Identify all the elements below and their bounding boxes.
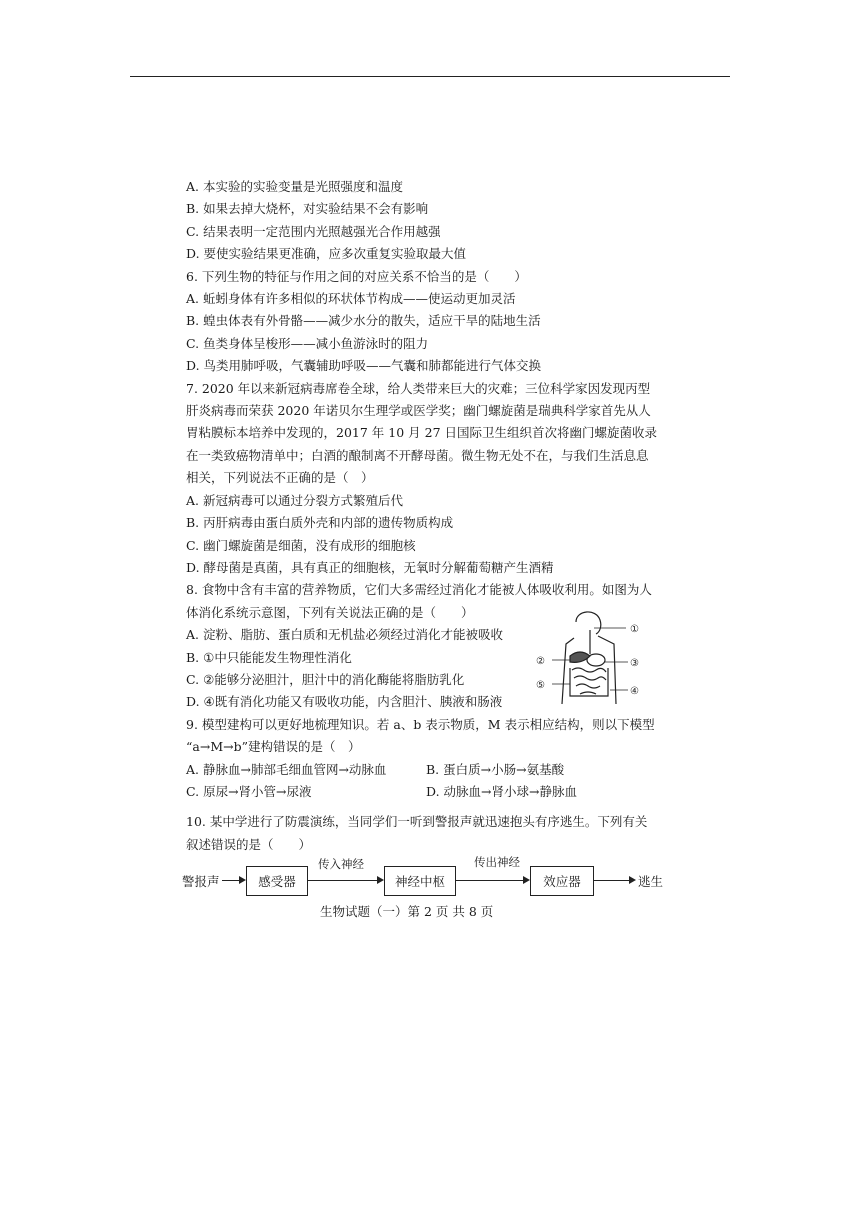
- q7-option-d: D. 酵母菌是真菌，具有真正的细胞核，无氧时分解葡萄糖产生酒精: [186, 559, 554, 575]
- q6-stem: 6. 下列生物的特征与作用之间的对应关系不恰当的是（ ）: [186, 268, 527, 284]
- flow-box-receptor-label: 感受器: [258, 874, 296, 889]
- q9-option-c: C. 原尿→肾小管→尿液: [186, 783, 312, 799]
- head-outline: [576, 612, 601, 634]
- flow-start: 警报声: [182, 874, 220, 889]
- flow-label-efferent: 传出神经: [474, 855, 520, 869]
- q7-stem-line: 在一类致癌物清单中；白酒的酿制离不开酵母菌。微生物无处不在，与我们生活息息: [186, 447, 649, 463]
- q7-option-c: C. 幽门螺旋菌是细菌，没有成形的细胞核: [186, 537, 416, 553]
- reflex-flow-diagram: [182, 855, 672, 904]
- question-content: [186, 176, 666, 856]
- q9-option-row: [186, 781, 666, 803]
- q6-option-c: C. 鱼类身体呈梭形——减小鱼游泳时的阻力: [186, 335, 429, 351]
- flow-box-center-label: 神经中枢: [394, 874, 445, 889]
- flow-box-effector-label: 效应器: [543, 874, 581, 889]
- figure-label-4: ④: [630, 686, 639, 697]
- flow-box-effector: [530, 866, 594, 896]
- q6-option-a: A. 蚯蚓身体有许多相似的环状体节构成——使运动更加灵活: [186, 291, 516, 307]
- digestive-system-figure: [530, 604, 660, 710]
- q7-stem-line: 胃粘膜标本培养中发现的，2017 年 10 月 27 日国际卫生组织首次将幽门螺旋菌收录: [186, 425, 657, 441]
- figure-label-2: ②: [536, 656, 545, 667]
- flow-arrow: [456, 880, 528, 881]
- q6-option-b: B. 蝗虫体表有外骨骼——减少水分的散失，适应干旱的陆地生活: [186, 313, 541, 329]
- q7-stem-line: 7. 2020 年以来新冠病毒席卷全球，给人类带来巨大的灾难；三位科学家因发现丙型: [186, 380, 651, 396]
- flow-box-receptor: [246, 866, 308, 896]
- q5-option-a: A. 本实验的实验变量是光照强度和温度: [186, 179, 403, 194]
- q8-stem-line: 体消化系统示意图，下列有关说法正确的是（ ）: [186, 604, 474, 620]
- q7-stem-line: 肝炎病毒而荣获 2020 年诺贝尔生理学或医学奖；幽门螺旋菌是瑞典科学家首先从人: [186, 403, 651, 419]
- q10-stem-line: 叙述错误的是（ ）: [186, 836, 312, 852]
- q9-option-b: B. 蛋白质→小肠→氨基酸: [426, 761, 565, 777]
- intestine: [572, 668, 606, 694]
- q7-stem-line: 相关，下列说法不正确的是（ ）: [186, 470, 374, 486]
- q10-stem-line: 10. 某中学进行了防震演练，当同学们一听到警报声就迅速抱头有序逃生。下列有关: [186, 814, 648, 830]
- q9-stem-line: 9. 模型建构可以更好地梳理知识。若 a、b 表示物质，M 表示相应结构，则以下模型: [186, 716, 655, 732]
- flow-label-afferent: 传入神经: [318, 857, 364, 871]
- flow-arrow: [594, 880, 634, 881]
- figure-label-3: ③: [630, 658, 639, 669]
- q8-option-a: A. 淀粉、脂肪、蛋白质和无机盐必须经过消化才能被吸收: [186, 627, 503, 643]
- figure-label-5: ⑤: [536, 680, 545, 691]
- flow-box-center: [384, 866, 456, 896]
- q8-option-d: D. ④既有消化功能又有吸收功能，内含胆汁、胰液和肠液: [186, 694, 503, 710]
- q8-option-c: C. ②能够分泌胆汁，胆汁中的消化酶能将脂肪乳化: [186, 671, 465, 687]
- q9-option-row: [186, 759, 666, 781]
- top-rule: [130, 76, 730, 77]
- flow-arrow: [222, 880, 244, 881]
- q5-option-b: B. 如果去掉大烧杯，对实验结果不会有影响: [186, 201, 429, 217]
- q5-option-d: D. 要使实验结果更准确，应多次重复实验取最大值: [186, 246, 467, 262]
- q9-option-d: D. 动脉血→肾小球→静脉血: [426, 783, 577, 799]
- page-footer: 生物试题（一）第 2 页 共 8 页: [320, 904, 494, 919]
- q7-option-a: A. 新冠病毒可以通过分裂方式繁殖后代: [186, 492, 403, 508]
- q9-option-a: A. 静脉血→肺部毛细血管网→动脉血: [186, 761, 387, 777]
- q6-option-d: D. 鸟类用肺呼吸，气囊辅助呼吸——气囊和肺都能进行气体交换: [186, 358, 542, 374]
- q7-option-b: B. 丙肝病毒由蛋白质外壳和内部的遗传物质构成: [186, 515, 454, 531]
- q8-option-b: B. ①中只能能发生物理性消化: [186, 649, 352, 665]
- q8-stem-line: 8. 食物中含有丰富的营养物质，它们大多需经过消化才能被人体吸收利用。如图为人: [186, 582, 652, 598]
- q9-stem-line: “a→M→b”建构错误的是（ ）: [186, 739, 361, 755]
- flow-arrow: [308, 880, 382, 881]
- q5-option-c: C. 结果表明一定范围内光照越强光合作用越强: [186, 223, 441, 239]
- figure-label-1: ①: [630, 624, 639, 635]
- flow-end: 逃生: [638, 874, 664, 889]
